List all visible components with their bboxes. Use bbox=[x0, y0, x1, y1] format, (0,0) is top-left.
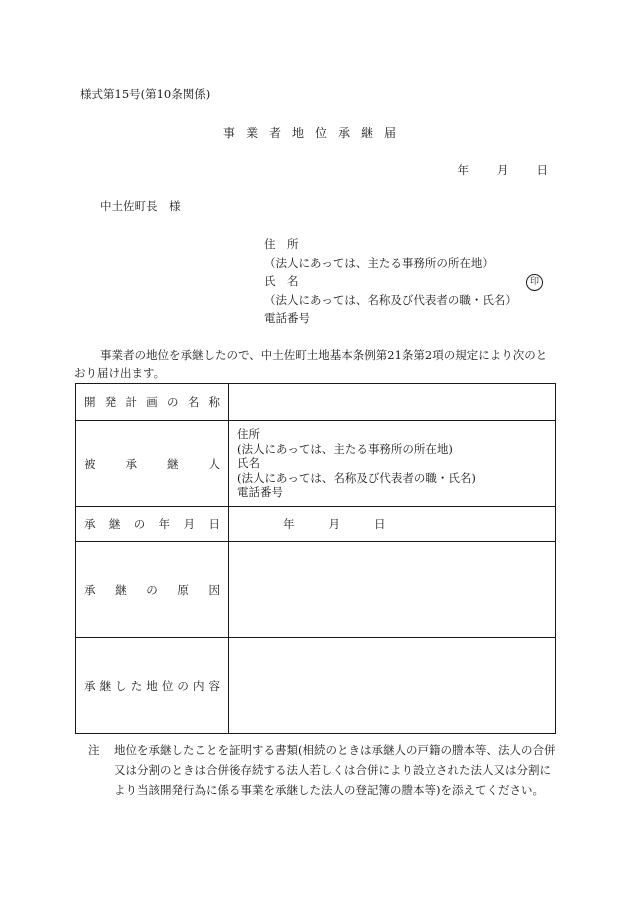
predecessor-address-note: (法人にあっては、主たる事務所の所在地) bbox=[237, 441, 453, 456]
year-label: 年 bbox=[283, 516, 295, 531]
label-char: 被 bbox=[84, 456, 96, 471]
predecessor-name-label: 氏名 bbox=[237, 456, 260, 471]
label-char: 画 bbox=[146, 395, 158, 409]
label-char: し bbox=[115, 678, 127, 693]
applicant-block bbox=[264, 235, 517, 328]
document-title: 事業者地位承継届 bbox=[222, 126, 407, 140]
label-char: 日 bbox=[208, 517, 220, 531]
applicant-phone-label: 電話番号 bbox=[264, 311, 310, 325]
form-table bbox=[75, 383, 556, 734]
label-spread bbox=[84, 516, 220, 532]
addressee: 中土佐町長 様 bbox=[100, 199, 181, 213]
applicant-name-note: （法人にあっては、名称及び代表者の職・氏名） bbox=[264, 292, 517, 307]
label-char: 継 bbox=[115, 582, 127, 597]
succession-cause-field[interactable] bbox=[229, 542, 556, 638]
label-char: の bbox=[167, 395, 179, 409]
label-char: 開 bbox=[84, 395, 96, 409]
label-char: た bbox=[130, 678, 143, 693]
label-char: 称 bbox=[208, 395, 220, 409]
row-label bbox=[76, 384, 229, 421]
applicant-address-label: 住 所 bbox=[264, 237, 299, 251]
table-row bbox=[76, 542, 556, 638]
label-char: の bbox=[177, 678, 189, 693]
label-char: 継 bbox=[99, 678, 112, 693]
form-number: 様式第15号(第10条関係) bbox=[80, 87, 211, 101]
month-label: 月 bbox=[328, 516, 340, 531]
label-char: 計 bbox=[125, 395, 137, 409]
label-char: 継 bbox=[108, 517, 121, 531]
label-char: 承 bbox=[125, 456, 137, 471]
month-label: 月 bbox=[497, 163, 509, 177]
note-body: 地位を承継したことを証明する書類(相続のときは承継人の戸籍の謄本等、法人の合併又は分割のときは合併後存続する法人若しくは合併により設立された法人又は分割により当該開発行為に係る事業を承継した法人の登記簿の謄本等)を添えてください。 bbox=[114, 743, 556, 797]
table-row bbox=[76, 384, 556, 421]
label-char: 因 bbox=[208, 582, 220, 597]
table-row bbox=[76, 421, 556, 507]
predecessor-name-note: (法人にあっては、名称及び代表者の職・氏名) bbox=[237, 470, 476, 485]
declaration-text: 事業者の地位を承継したので、中土佐町土地基本条例第21条第2項の規定により次のとおり届け出ます。 bbox=[74, 348, 548, 380]
label-spread bbox=[84, 394, 220, 410]
row-label bbox=[76, 421, 229, 507]
label-char: 承 bbox=[84, 517, 96, 531]
label-char: 内 bbox=[192, 678, 205, 693]
seal-mark: 印 bbox=[526, 274, 543, 291]
year-label: 年 bbox=[457, 163, 469, 177]
table-row bbox=[76, 638, 556, 734]
label-spread bbox=[84, 678, 220, 694]
day-label: 日 bbox=[536, 163, 548, 177]
row-label bbox=[76, 638, 229, 734]
row-label bbox=[76, 542, 229, 638]
label-char: 位 bbox=[161, 678, 174, 693]
label-char: 容 bbox=[208, 678, 220, 693]
succession-date-field[interactable] bbox=[229, 507, 556, 542]
day-label: 日 bbox=[374, 516, 386, 531]
label-char: 承 bbox=[84, 582, 96, 597]
label-char: 発 bbox=[104, 395, 117, 409]
label-char: 月 bbox=[183, 517, 196, 531]
label-char: 承 bbox=[84, 678, 96, 693]
note-head: 注 bbox=[88, 743, 100, 757]
succeeded-position-field[interactable] bbox=[229, 638, 556, 734]
label-spread bbox=[84, 456, 220, 472]
label-spread bbox=[84, 582, 220, 598]
label-char: の bbox=[146, 582, 158, 597]
footnote bbox=[88, 740, 558, 800]
submission-date bbox=[458, 162, 549, 178]
label-char: 原 bbox=[177, 582, 189, 597]
plan-name-field[interactable] bbox=[229, 384, 556, 421]
label-char: 継 bbox=[167, 456, 179, 471]
label-char: 名 bbox=[187, 395, 200, 409]
label-char: の bbox=[133, 517, 146, 531]
predecessor-address-label: 住所 bbox=[237, 427, 260, 442]
label-char: 地 bbox=[146, 678, 158, 693]
row-label bbox=[76, 507, 229, 542]
label-char: 年 bbox=[158, 517, 171, 531]
applicant-name-label: 氏 名 bbox=[264, 274, 299, 288]
applicant-address-note: （法人にあっては、主たる事務所の所在地） bbox=[264, 255, 494, 270]
table-row bbox=[76, 507, 556, 542]
predecessor-field[interactable] bbox=[229, 421, 556, 507]
predecessor-phone-label: 電話番号 bbox=[237, 485, 283, 500]
label-char: 人 bbox=[208, 456, 220, 471]
